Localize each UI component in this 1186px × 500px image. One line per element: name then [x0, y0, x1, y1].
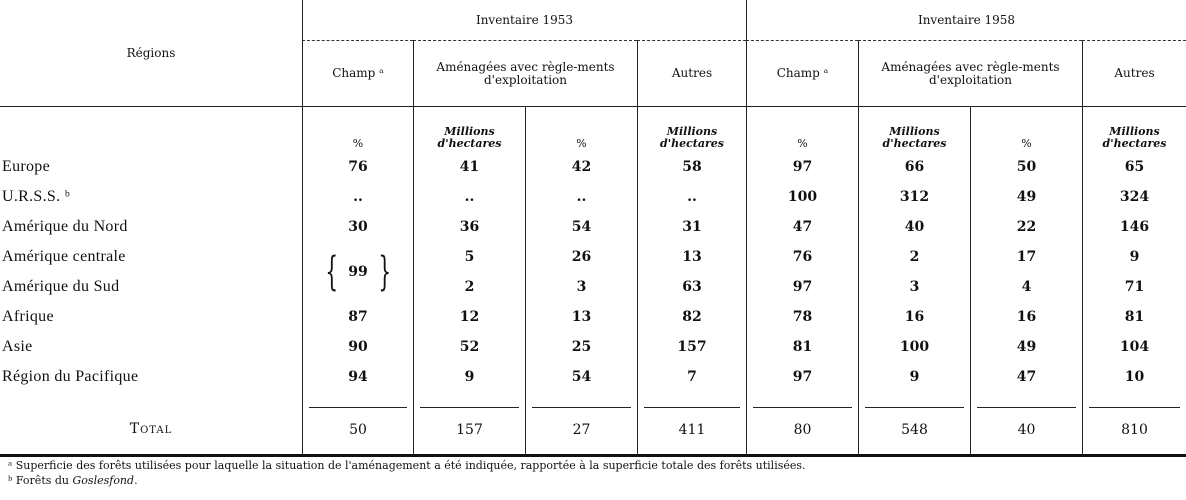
- table-cell: 146: [1082, 212, 1186, 242]
- table-cell: 22: [970, 212, 1082, 242]
- total-cell: [302, 392, 413, 454]
- table-cell: 26: [525, 242, 637, 272]
- table-cell: 17: [970, 242, 1082, 272]
- total-row: [0, 392, 1186, 457]
- table-cell: 97: [746, 152, 858, 182]
- table-cell: 97: [746, 362, 858, 392]
- table-cell: 5: [413, 242, 525, 272]
- table-cell: ..: [637, 182, 746, 212]
- table-cell: [302, 242, 413, 302]
- table-cell: 47: [746, 212, 858, 242]
- total-value: 40: [977, 407, 1076, 450]
- footnote-a: ᵃ Superficie des forêts utilisées pour laquelle la situation de l'aménagement a été indiquée, rapportée à la superficie totale des forêts utilisées.: [8, 459, 806, 472]
- brace-left: {: [325, 249, 338, 295]
- brace-right: }: [378, 249, 391, 295]
- footnote-b: [8, 474, 138, 487]
- footnote-b-text: ᵇ Forêts du: [8, 474, 73, 487]
- table-cell: 82: [637, 302, 746, 332]
- total-value: 157: [420, 407, 519, 450]
- table-cell: 54: [525, 362, 637, 392]
- table-cell: 16: [858, 302, 970, 332]
- table-cell: 81: [746, 332, 858, 362]
- table-cell: 76: [746, 242, 858, 272]
- total-cell: [746, 392, 858, 454]
- table-cell: ..: [413, 182, 525, 212]
- unit-label: %: [525, 106, 637, 152]
- table-cell: 49: [970, 332, 1082, 362]
- table-cell: 58: [637, 152, 746, 182]
- table-cell: 50: [970, 152, 1082, 182]
- table-cell: 3: [525, 272, 637, 302]
- table-cell: 87: [302, 302, 413, 332]
- header-champ-1953: Champ ᵃ: [302, 40, 413, 106]
- table-cell: 157: [637, 332, 746, 362]
- header-autres-1958: Autres: [1082, 40, 1186, 106]
- row-region: Europe: [2, 158, 51, 175]
- table-cell: 7: [637, 362, 746, 392]
- table-cell: 2: [858, 242, 970, 272]
- header-inventaire-1953: Inventaire 1953: [302, 0, 746, 40]
- row-region: Afrique: [2, 308, 54, 325]
- table-cell: 324: [1082, 182, 1186, 212]
- table-cell: 66: [858, 152, 970, 182]
- total-value: 411: [644, 407, 740, 450]
- total-value: 27: [532, 407, 631, 450]
- table-cell: 16: [970, 302, 1082, 332]
- table-cell: 47: [970, 362, 1082, 392]
- header-champ-1958: Champ ᵃ: [746, 40, 858, 106]
- units-spacer: [0, 106, 302, 152]
- row-region: Amérique centrale: [2, 248, 126, 265]
- table-cell: 42: [525, 152, 637, 182]
- table-cell: 13: [525, 302, 637, 332]
- table-cell: 63: [637, 272, 746, 302]
- header-autres-1953: Autres: [637, 40, 746, 106]
- table-cell: 90: [302, 332, 413, 362]
- units-row: [0, 106, 1186, 152]
- table-cell: 9: [1082, 242, 1186, 272]
- footnote-b-end: .: [134, 474, 138, 487]
- table-cell: ..: [525, 182, 637, 212]
- table-cell: 25: [525, 332, 637, 362]
- table-cell: 4: [970, 272, 1082, 302]
- table-cell: 9: [413, 362, 525, 392]
- table-cell: 54: [525, 212, 637, 242]
- table-cell: 30: [302, 212, 413, 242]
- table-cell: 71: [1082, 272, 1186, 302]
- row-region: Région du Pacifique: [2, 368, 139, 385]
- unit-label: %: [746, 106, 858, 152]
- total-value: 50: [309, 407, 407, 450]
- table-cell: 10: [1082, 362, 1186, 392]
- table-cell: 52: [413, 332, 525, 362]
- total-cell: [413, 392, 525, 454]
- row-region: Amérique du Nord: [2, 218, 128, 235]
- header-amenagees-1953: Aménagées avec règle-ments d'exploitation: [413, 40, 637, 106]
- row-region: Asie: [2, 338, 33, 355]
- total-cell: [525, 392, 637, 454]
- table-cell: 49: [970, 182, 1082, 212]
- table-cell: 3: [858, 272, 970, 302]
- header-inventaire-1958: Inventaire 1958: [746, 0, 1186, 40]
- total-value: 810: [1089, 407, 1180, 450]
- total-cell: [858, 392, 970, 454]
- total-label: Total: [129, 421, 173, 437]
- table-cell: 97: [746, 272, 858, 302]
- unit-label: Millions d'hectares: [637, 106, 746, 152]
- row-region: U.R.S.S. ᵇ: [2, 188, 70, 205]
- table-cell: 104: [1082, 332, 1186, 362]
- total-cell: [970, 392, 1082, 454]
- table-cell: 2: [413, 272, 525, 302]
- unit-label: Millions d'hectares: [1082, 106, 1186, 152]
- table-cell: 31: [637, 212, 746, 242]
- total-value: 548: [865, 407, 964, 450]
- total-cell: [1082, 392, 1186, 454]
- row-region: Amérique du Sud: [2, 278, 120, 295]
- table-cell: 36: [413, 212, 525, 242]
- table-cell: 65: [1082, 152, 1186, 182]
- total-value: 80: [753, 407, 852, 450]
- table-cell: 12: [413, 302, 525, 332]
- total-cell: [637, 392, 746, 454]
- table-cell: 100: [746, 182, 858, 212]
- table-cell: 41: [413, 152, 525, 182]
- table-header: [0, 0, 1186, 107]
- table-cell: 40: [858, 212, 970, 242]
- merged-value: 99: [348, 264, 368, 280]
- footnote-b-italic: Goslesfond: [72, 474, 135, 487]
- table-body: [0, 152, 1186, 392]
- unit-label: %: [302, 106, 413, 152]
- table-cell: 94: [302, 362, 413, 392]
- header-regions: Régions: [126, 45, 176, 60]
- unit-label: %: [970, 106, 1082, 152]
- table-cell: 76: [302, 152, 413, 182]
- unit-label: Millions d'hectares: [858, 106, 970, 152]
- table-cell: 100: [858, 332, 970, 362]
- header-amenagees-1958: Aménagées avec règle-ments d'exploitation: [858, 40, 1082, 106]
- table-cell: ..: [302, 182, 413, 212]
- table-cell: 13: [637, 242, 746, 272]
- table-cell: 312: [858, 182, 970, 212]
- table-cell: 81: [1082, 302, 1186, 332]
- unit-label: Millions d'hectares: [413, 106, 525, 152]
- table-cell: 9: [858, 362, 970, 392]
- table-cell: 78: [746, 302, 858, 332]
